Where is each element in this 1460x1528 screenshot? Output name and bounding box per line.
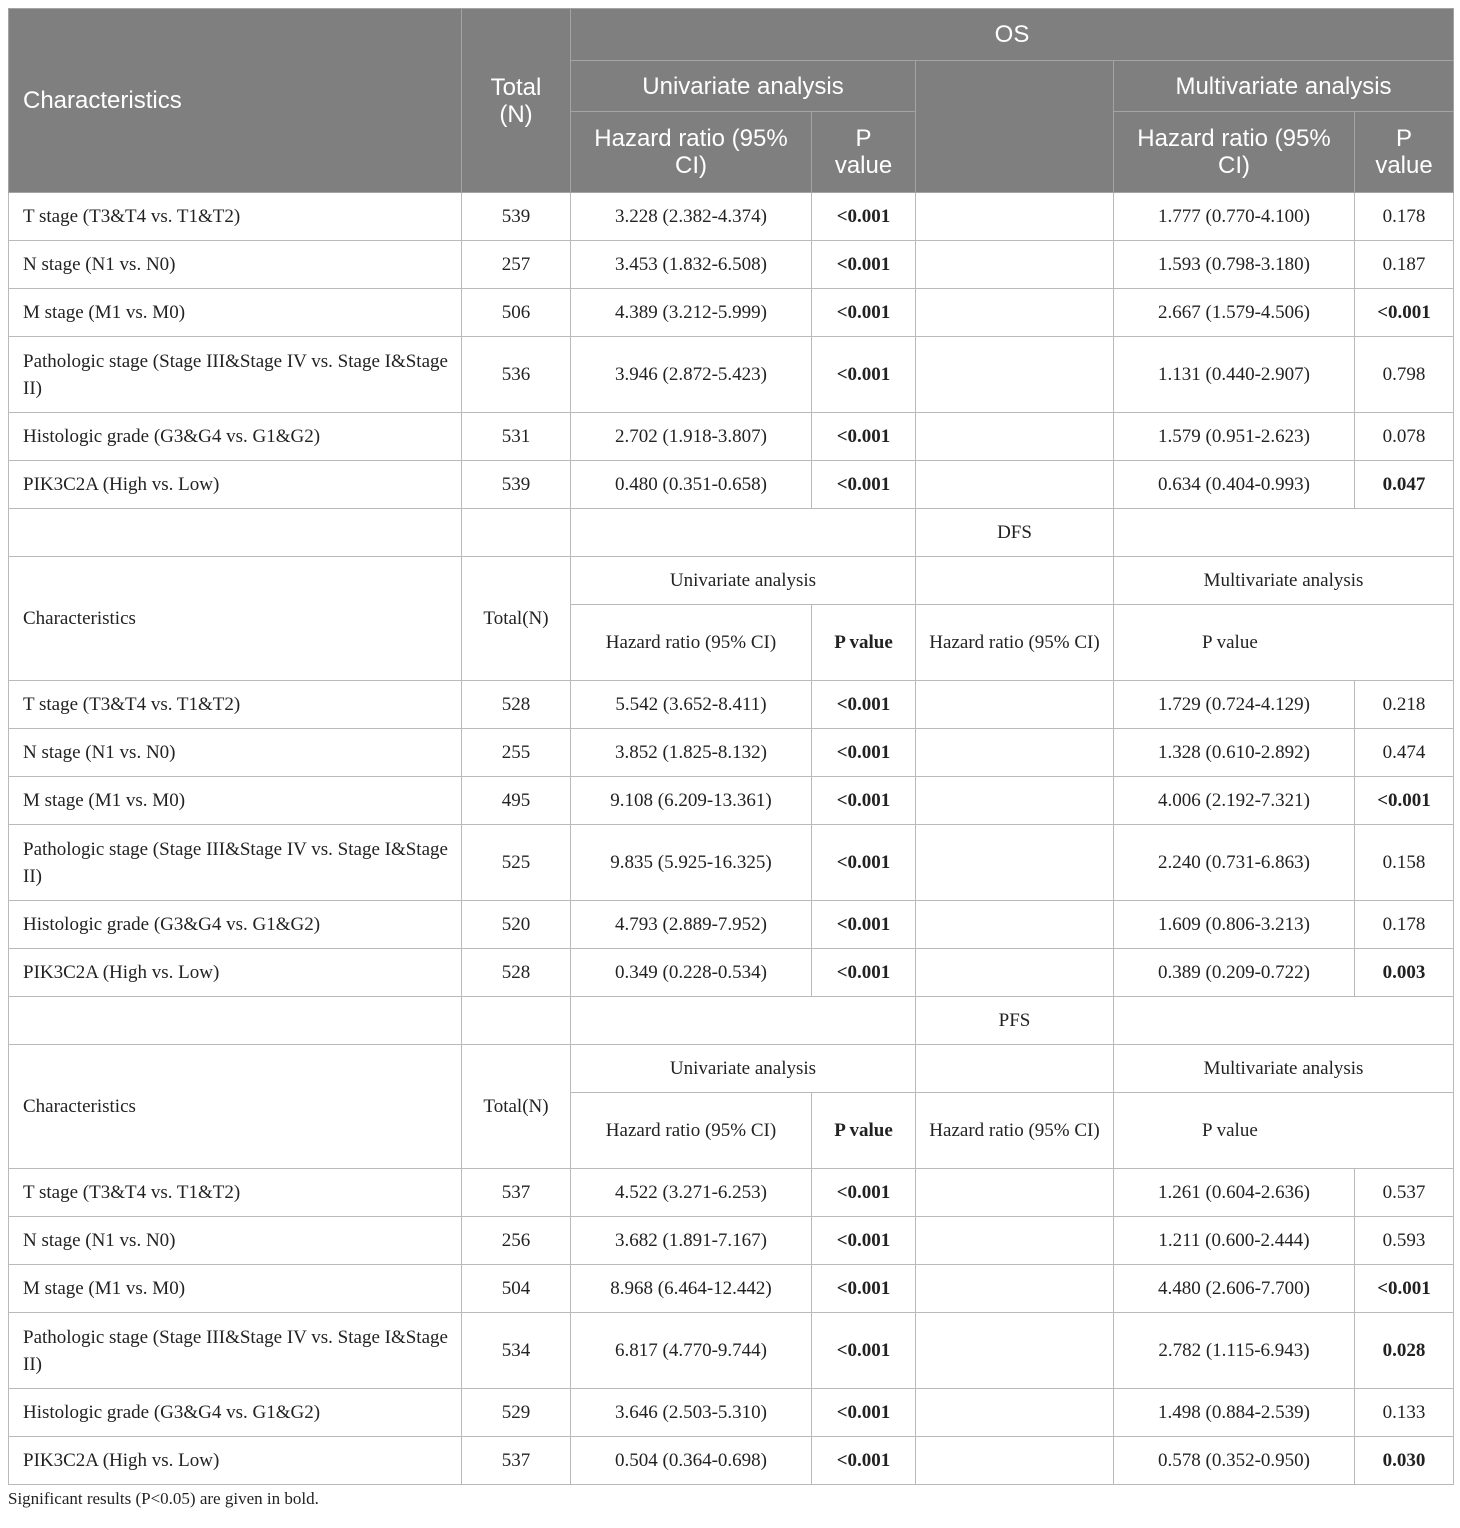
characteristic-cell: Histologic grade (G3&G4 vs. G1&G2) bbox=[9, 413, 462, 461]
total-cell: 520 bbox=[462, 901, 571, 949]
empty-cell bbox=[916, 461, 1114, 509]
table-row bbox=[9, 289, 1454, 337]
header-os: OS bbox=[571, 9, 1454, 61]
univariate-hr-cell: 9.835 (5.925-16.325) bbox=[571, 825, 812, 901]
dfs-hr-multivariate-header: Hazard ratio (95% CI) bbox=[916, 605, 1114, 681]
header-total bbox=[462, 9, 571, 193]
univariate-p-cell: <0.001 bbox=[812, 1217, 916, 1265]
table-row bbox=[9, 681, 1454, 729]
header-p-univariate bbox=[812, 112, 916, 193]
total-cell: 539 bbox=[462, 461, 571, 509]
table-row bbox=[9, 1389, 1454, 1437]
empty-cell bbox=[916, 557, 1114, 605]
univariate-hr-cell: 0.349 (0.228-0.534) bbox=[571, 949, 812, 997]
total-cell: 531 bbox=[462, 413, 571, 461]
multivariate-p-cell: 0.187 bbox=[1355, 241, 1454, 289]
characteristic-cell: N stage (N1 vs. N0) bbox=[9, 729, 462, 777]
multivariate-p-cell: 0.593 bbox=[1355, 1217, 1454, 1265]
dfs-analysis-row bbox=[9, 557, 1454, 605]
pfs-hr-univariate-header: Hazard ratio (95% CI) bbox=[571, 1093, 812, 1169]
empty-cell bbox=[9, 997, 462, 1045]
pfs-p-univariate-header: P value bbox=[812, 1093, 916, 1169]
empty-cell bbox=[916, 1045, 1114, 1093]
total-cell: 256 bbox=[462, 1217, 571, 1265]
header-empty bbox=[916, 61, 1114, 193]
dfs-multivariate-header: Multivariate analysis bbox=[1114, 557, 1454, 605]
empty-cell bbox=[916, 241, 1114, 289]
total-cell: 536 bbox=[462, 337, 571, 413]
univariate-p-cell: <0.001 bbox=[812, 289, 916, 337]
table-row bbox=[9, 825, 1454, 901]
univariate-hr-cell: 3.228 (2.382-4.374) bbox=[571, 193, 812, 241]
multivariate-p-cell: 0.047 bbox=[1355, 461, 1454, 509]
multivariate-hr-cell: 1.131 (0.440-2.907) bbox=[1114, 337, 1355, 413]
characteristic-cell: N stage (N1 vs. N0) bbox=[9, 241, 462, 289]
multivariate-p-cell: 0.158 bbox=[1355, 825, 1454, 901]
pfs-label: PFS bbox=[916, 997, 1114, 1045]
multivariate-p-cell: <0.001 bbox=[1355, 1265, 1454, 1313]
univariate-p-cell: <0.001 bbox=[812, 681, 916, 729]
univariate-hr-cell: 3.946 (2.872-5.423) bbox=[571, 337, 812, 413]
table-row bbox=[9, 337, 1454, 413]
characteristic-cell: PIK3C2A (High vs. Low) bbox=[9, 949, 462, 997]
empty-cell bbox=[571, 997, 916, 1045]
univariate-p-cell: <0.001 bbox=[812, 901, 916, 949]
univariate-p-cell: <0.001 bbox=[812, 241, 916, 289]
empty-cell bbox=[916, 289, 1114, 337]
multivariate-p-cell: 0.474 bbox=[1355, 729, 1454, 777]
characteristic-cell: PIK3C2A (High vs. Low) bbox=[9, 461, 462, 509]
total-cell: 257 bbox=[462, 241, 571, 289]
univariate-hr-cell: 9.108 (6.209-13.361) bbox=[571, 777, 812, 825]
pfs-analysis-row bbox=[9, 1045, 1454, 1093]
total-cell: 529 bbox=[462, 1389, 571, 1437]
univariate-hr-cell: 5.542 (3.652-8.411) bbox=[571, 681, 812, 729]
dfs-hr-univariate-header: Hazard ratio (95% CI) bbox=[571, 605, 812, 681]
characteristic-cell: Histologic grade (G3&G4 vs. G1&G2) bbox=[9, 1389, 462, 1437]
multivariate-p-cell: 0.537 bbox=[1355, 1169, 1454, 1217]
univariate-hr-cell: 6.817 (4.770-9.744) bbox=[571, 1313, 812, 1389]
table-row bbox=[9, 1437, 1454, 1485]
univariate-p-cell: <0.001 bbox=[812, 777, 916, 825]
multivariate-hr-cell: 4.480 (2.606-7.700) bbox=[1114, 1265, 1355, 1313]
empty-cell bbox=[1114, 509, 1454, 557]
dfs-label: DFS bbox=[916, 509, 1114, 557]
univariate-p-cell: <0.001 bbox=[812, 193, 916, 241]
total-cell: 534 bbox=[462, 1313, 571, 1389]
univariate-hr-cell: 0.504 (0.364-0.698) bbox=[571, 1437, 812, 1485]
characteristic-cell: M stage (M1 vs. M0) bbox=[9, 289, 462, 337]
dfs-p-multivariate-header: P value bbox=[1114, 605, 1454, 681]
empty-cell bbox=[916, 949, 1114, 997]
multivariate-p-cell: <0.001 bbox=[1355, 289, 1454, 337]
table-row bbox=[9, 777, 1454, 825]
table-row bbox=[9, 901, 1454, 949]
multivariate-hr-cell: 4.006 (2.192-7.321) bbox=[1114, 777, 1355, 825]
pfs-label-row bbox=[9, 997, 1454, 1045]
pfs-hr-multivariate-header: Hazard ratio (95% CI) bbox=[916, 1093, 1114, 1169]
univariate-hr-cell: 3.682 (1.891-7.167) bbox=[571, 1217, 812, 1265]
table-row bbox=[9, 1169, 1454, 1217]
univariate-p-cell: <0.001 bbox=[812, 1313, 916, 1389]
univariate-p-cell: <0.001 bbox=[812, 1169, 916, 1217]
multivariate-hr-cell: 2.240 (0.731-6.863) bbox=[1114, 825, 1355, 901]
multivariate-hr-cell: 1.261 (0.604-2.636) bbox=[1114, 1169, 1355, 1217]
header-multivariate: Multivariate analysis bbox=[1114, 61, 1454, 112]
empty-cell bbox=[1114, 997, 1454, 1045]
characteristic-cell: Histologic grade (G3&G4 vs. G1&G2) bbox=[9, 901, 462, 949]
header-characteristics: Characteristics bbox=[9, 9, 462, 193]
empty-cell bbox=[916, 1265, 1114, 1313]
empty-cell bbox=[571, 509, 916, 557]
header-hr-univariate: Hazard ratio (95% CI) bbox=[571, 112, 812, 193]
empty-cell bbox=[916, 193, 1114, 241]
univariate-hr-cell: 3.852 (1.825-8.132) bbox=[571, 729, 812, 777]
header-p-multivariate bbox=[1355, 112, 1454, 193]
multivariate-hr-cell: 2.667 (1.579-4.506) bbox=[1114, 289, 1355, 337]
univariate-hr-cell: 4.522 (3.271-6.253) bbox=[571, 1169, 812, 1217]
pfs-multivariate-header: Multivariate analysis bbox=[1114, 1045, 1454, 1093]
multivariate-p-cell: 0.178 bbox=[1355, 901, 1454, 949]
table-row bbox=[9, 461, 1454, 509]
characteristic-cell: M stage (M1 vs. M0) bbox=[9, 777, 462, 825]
pfs-total-header: Total(N) bbox=[462, 1045, 571, 1169]
table-row bbox=[9, 1265, 1454, 1313]
multivariate-hr-cell: 1.498 (0.884-2.539) bbox=[1114, 1389, 1355, 1437]
cox-regression-table bbox=[8, 8, 1454, 1485]
multivariate-hr-cell: 1.609 (0.806-3.213) bbox=[1114, 901, 1355, 949]
empty-cell bbox=[462, 997, 571, 1045]
multivariate-hr-cell: 2.782 (1.115-6.943) bbox=[1114, 1313, 1355, 1389]
multivariate-hr-cell: 1.579 (0.951-2.623) bbox=[1114, 413, 1355, 461]
empty-cell bbox=[916, 1169, 1114, 1217]
dfs-p-univariate-header: P value bbox=[812, 605, 916, 681]
empty-cell bbox=[916, 1313, 1114, 1389]
table-row bbox=[9, 729, 1454, 777]
univariate-p-cell: <0.001 bbox=[812, 729, 916, 777]
multivariate-p-cell: 0.003 bbox=[1355, 949, 1454, 997]
dfs-characteristics-header: Characteristics bbox=[9, 557, 462, 681]
dfs-total-header: Total(N) bbox=[462, 557, 571, 681]
multivariate-hr-cell: 1.777 (0.770-4.100) bbox=[1114, 193, 1355, 241]
univariate-hr-cell: 3.646 (2.503-5.310) bbox=[571, 1389, 812, 1437]
total-cell: 255 bbox=[462, 729, 571, 777]
table-header bbox=[9, 9, 1454, 193]
univariate-p-cell: <0.001 bbox=[812, 1265, 916, 1313]
univariate-p-cell: <0.001 bbox=[812, 825, 916, 901]
univariate-hr-cell: 0.480 (0.351-0.658) bbox=[571, 461, 812, 509]
empty-cell bbox=[916, 681, 1114, 729]
univariate-hr-cell: 3.453 (1.832-6.508) bbox=[571, 241, 812, 289]
total-cell: 504 bbox=[462, 1265, 571, 1313]
characteristic-cell: T stage (T3&T4 vs. T1&T2) bbox=[9, 193, 462, 241]
empty-cell bbox=[916, 777, 1114, 825]
total-cell: 525 bbox=[462, 825, 571, 901]
empty-cell bbox=[916, 901, 1114, 949]
pfs-univariate-header: Univariate analysis bbox=[571, 1045, 916, 1093]
header-p-multivariate-label: P value bbox=[1375, 125, 1433, 179]
total-cell: 495 bbox=[462, 777, 571, 825]
dfs-univariate-header: Univariate analysis bbox=[571, 557, 916, 605]
characteristic-cell: M stage (M1 vs. M0) bbox=[9, 1265, 462, 1313]
multivariate-hr-cell: 1.593 (0.798-3.180) bbox=[1114, 241, 1355, 289]
univariate-hr-cell: 4.793 (2.889-7.952) bbox=[571, 901, 812, 949]
empty-cell bbox=[916, 337, 1114, 413]
multivariate-p-cell: 0.133 bbox=[1355, 1389, 1454, 1437]
footnote: Significant results (P<0.05) are given in bold. bbox=[8, 1489, 319, 1508]
empty-cell bbox=[916, 1217, 1114, 1265]
header-p-univariate-label: P value bbox=[834, 125, 893, 179]
empty-cell bbox=[916, 825, 1114, 901]
multivariate-p-cell: 0.030 bbox=[1355, 1437, 1454, 1485]
characteristic-cell: T stage (T3&T4 vs. T1&T2) bbox=[9, 1169, 462, 1217]
table-row bbox=[9, 241, 1454, 289]
dfs-label-row bbox=[9, 509, 1454, 557]
characteristic-cell: Pathologic stage (Stage III&Stage IV vs. Stage I&Stage II) bbox=[9, 825, 462, 901]
total-cell: 506 bbox=[462, 289, 571, 337]
univariate-hr-cell: 2.702 (1.918-3.807) bbox=[571, 413, 812, 461]
multivariate-p-cell: 0.028 bbox=[1355, 1313, 1454, 1389]
total-cell: 528 bbox=[462, 949, 571, 997]
characteristic-cell: T stage (T3&T4 vs. T1&T2) bbox=[9, 681, 462, 729]
characteristic-cell: N stage (N1 vs. N0) bbox=[9, 1217, 462, 1265]
total-cell: 539 bbox=[462, 193, 571, 241]
empty-cell bbox=[916, 1437, 1114, 1485]
table-row bbox=[9, 413, 1454, 461]
multivariate-p-cell: 0.798 bbox=[1355, 337, 1454, 413]
characteristic-cell: Pathologic stage (Stage III&Stage IV vs. Stage I&Stage II) bbox=[9, 337, 462, 413]
page bbox=[8, 8, 1452, 1509]
multivariate-p-cell: <0.001 bbox=[1355, 777, 1454, 825]
multivariate-hr-cell: 0.634 (0.404-0.993) bbox=[1114, 461, 1355, 509]
table-row bbox=[9, 193, 1454, 241]
univariate-p-cell: <0.001 bbox=[812, 413, 916, 461]
univariate-p-cell: <0.001 bbox=[812, 1389, 916, 1437]
multivariate-hr-cell: 0.578 (0.352-0.950) bbox=[1114, 1437, 1355, 1485]
characteristic-cell: PIK3C2A (High vs. Low) bbox=[9, 1437, 462, 1485]
empty-cell bbox=[916, 1389, 1114, 1437]
table-row bbox=[9, 1217, 1454, 1265]
empty-cell bbox=[916, 413, 1114, 461]
total-cell: 528 bbox=[462, 681, 571, 729]
univariate-p-cell: <0.001 bbox=[812, 461, 916, 509]
univariate-p-cell: <0.001 bbox=[812, 1437, 916, 1485]
header-total-label: Total (N) bbox=[490, 73, 542, 128]
multivariate-hr-cell: 1.328 (0.610-2.892) bbox=[1114, 729, 1355, 777]
univariate-p-cell: <0.001 bbox=[812, 337, 916, 413]
total-cell: 537 bbox=[462, 1169, 571, 1217]
table-row bbox=[9, 1313, 1454, 1389]
pfs-p-multivariate-header: P value bbox=[1114, 1093, 1454, 1169]
empty-cell bbox=[9, 509, 462, 557]
pfs-characteristics-header: Characteristics bbox=[9, 1045, 462, 1169]
multivariate-hr-cell: 0.389 (0.209-0.722) bbox=[1114, 949, 1355, 997]
characteristic-cell: Pathologic stage (Stage III&Stage IV vs. Stage I&Stage II) bbox=[9, 1313, 462, 1389]
multivariate-p-cell: 0.078 bbox=[1355, 413, 1454, 461]
univariate-p-cell: <0.001 bbox=[812, 949, 916, 997]
table-body bbox=[9, 193, 1454, 1485]
univariate-hr-cell: 4.389 (3.212-5.999) bbox=[571, 289, 812, 337]
multivariate-hr-cell: 1.729 (0.724-4.129) bbox=[1114, 681, 1355, 729]
header-hr-multivariate: Hazard ratio (95% CI) bbox=[1114, 112, 1355, 193]
header-univariate: Univariate analysis bbox=[571, 61, 916, 112]
table-row bbox=[9, 949, 1454, 997]
multivariate-p-cell: 0.178 bbox=[1355, 193, 1454, 241]
multivariate-hr-cell: 1.211 (0.600-2.444) bbox=[1114, 1217, 1355, 1265]
total-cell: 537 bbox=[462, 1437, 571, 1485]
univariate-hr-cell: 8.968 (6.464-12.442) bbox=[571, 1265, 812, 1313]
multivariate-p-cell: 0.218 bbox=[1355, 681, 1454, 729]
empty-cell bbox=[462, 509, 571, 557]
empty-cell bbox=[916, 729, 1114, 777]
